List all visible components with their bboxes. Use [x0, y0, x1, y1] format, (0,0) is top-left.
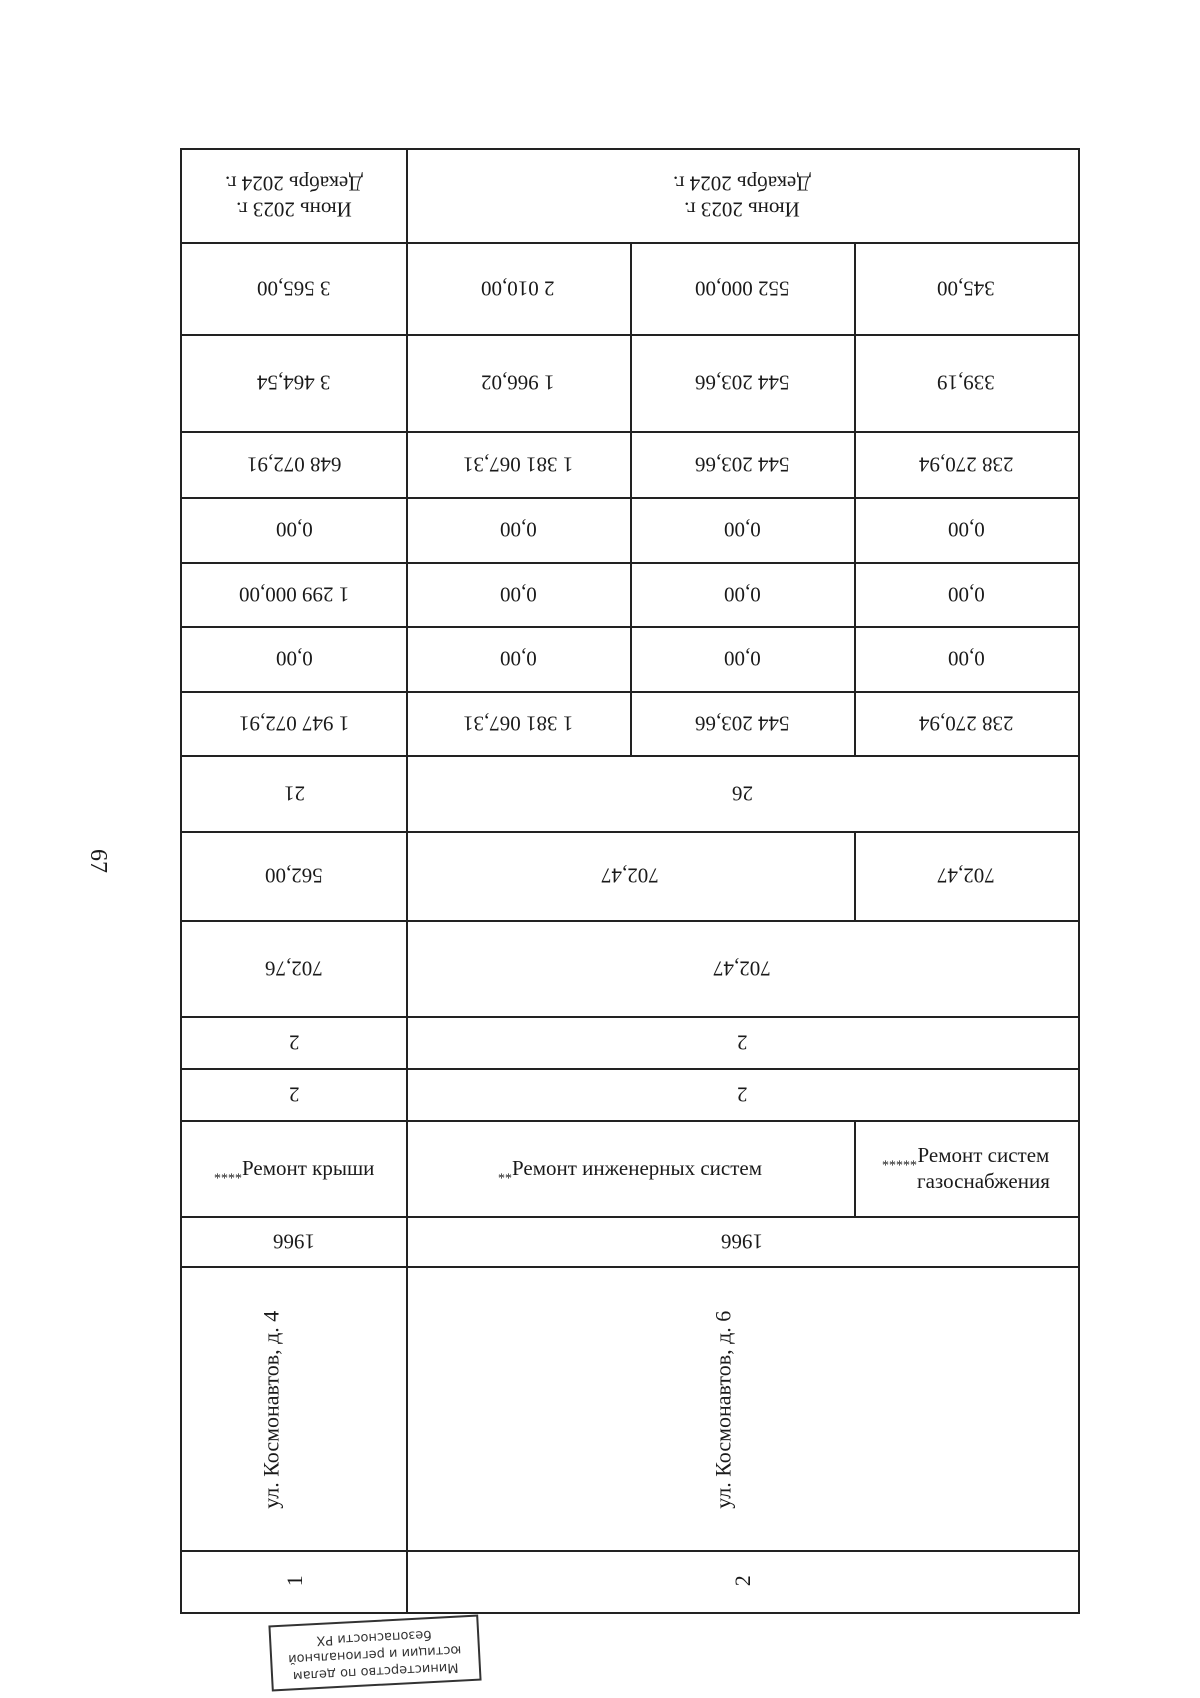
cost-limit-house1: 3 565,00	[257, 276, 331, 301]
work-type-gas: Ремонт систем газоснабжения*****	[882, 1142, 1050, 1193]
local-budget-c3: 0,00	[723, 517, 761, 542]
year-house1: 1966	[273, 1229, 315, 1254]
total-cost-c3: 544 203,66	[694, 711, 790, 736]
local-budget-c2: 0,00	[499, 517, 537, 542]
work-type-house1: Ремонт крыши****	[213, 1155, 375, 1181]
year-house2: 1966	[721, 1229, 763, 1254]
cost-limit-c2: 2 010,00	[481, 276, 555, 301]
entrances-house1: 2	[288, 1030, 300, 1055]
address-house1: ул. Космонавтов, д. 4	[258, 1310, 284, 1509]
fund-support-house1: 0,00	[275, 646, 313, 671]
fund-support-c4: 0,00	[947, 646, 985, 671]
unit-cost-c2: 1 966,02	[481, 370, 555, 395]
owners-funds-c3: 544 203,66	[694, 452, 790, 477]
total-area-house2: 702,47	[713, 956, 771, 981]
unit-cost-c3: 544 203,66	[694, 370, 790, 395]
living-area-house1: 562,00	[265, 863, 323, 888]
page-number: 67	[85, 849, 111, 873]
regional-budget-house1: 1 299 000,00	[238, 582, 350, 607]
owners-funds-house1: 648 072,91	[246, 452, 342, 477]
residents-house1: 21	[283, 781, 305, 806]
housing-repair-table	[180, 148, 1080, 1614]
floors-house2: 2	[736, 1082, 748, 1107]
fund-support-c2: 0,00	[499, 646, 537, 671]
residents-house2: 26	[731, 781, 753, 806]
total-cost-c4: 238 270,94	[918, 711, 1014, 736]
total-cost-c2: 1 381 067,31	[462, 711, 574, 736]
index-house2: 2	[729, 1575, 755, 1587]
living-area-house2-b: 702,47	[937, 863, 995, 888]
regional-budget-c4: 0,00	[947, 582, 985, 607]
living-area-house2-a: 702,47	[601, 863, 659, 888]
local-budget-house1: 0,00	[275, 517, 313, 542]
address-house2: ул. Космонавтов, д. 6	[710, 1310, 736, 1509]
ministry-stamp	[268, 1615, 481, 1692]
stamp-text: Министерство по делам юстиции и региональной безопасности РХ	[288, 1626, 463, 1683]
fund-support-c3: 0,00	[723, 646, 761, 671]
floors-house1: 2	[288, 1082, 300, 1107]
regional-budget-c3: 0,00	[723, 582, 761, 607]
total-cost-house1: 1 947 072,91	[238, 711, 350, 736]
entrances-house2: 2	[736, 1030, 748, 1055]
owners-funds-c4: 238 270,94	[918, 452, 1014, 477]
period-cell-house2: Июнь 2023 г. Декабрь 2024 г.	[673, 171, 811, 222]
cost-limit-c4: 345,00	[937, 276, 995, 301]
regional-budget-c2: 0,00	[499, 582, 537, 607]
unit-cost-house1: 3 464,54	[257, 370, 331, 395]
cost-limit-c3: 552 000,00	[694, 276, 790, 301]
work-type-engineering: Ремонт инженерных систем**	[497, 1155, 763, 1181]
unit-cost-c4: 339,19	[937, 370, 995, 395]
owners-funds-c2: 1 381 067,31	[462, 452, 574, 477]
index-house1: 1	[281, 1575, 307, 1587]
total-area-house1: 702,76	[265, 956, 323, 981]
local-budget-c4: 0,00	[947, 517, 985, 542]
period-cell-house1: Июнь 2023 г. Декабрь 2024 г.	[225, 171, 363, 222]
